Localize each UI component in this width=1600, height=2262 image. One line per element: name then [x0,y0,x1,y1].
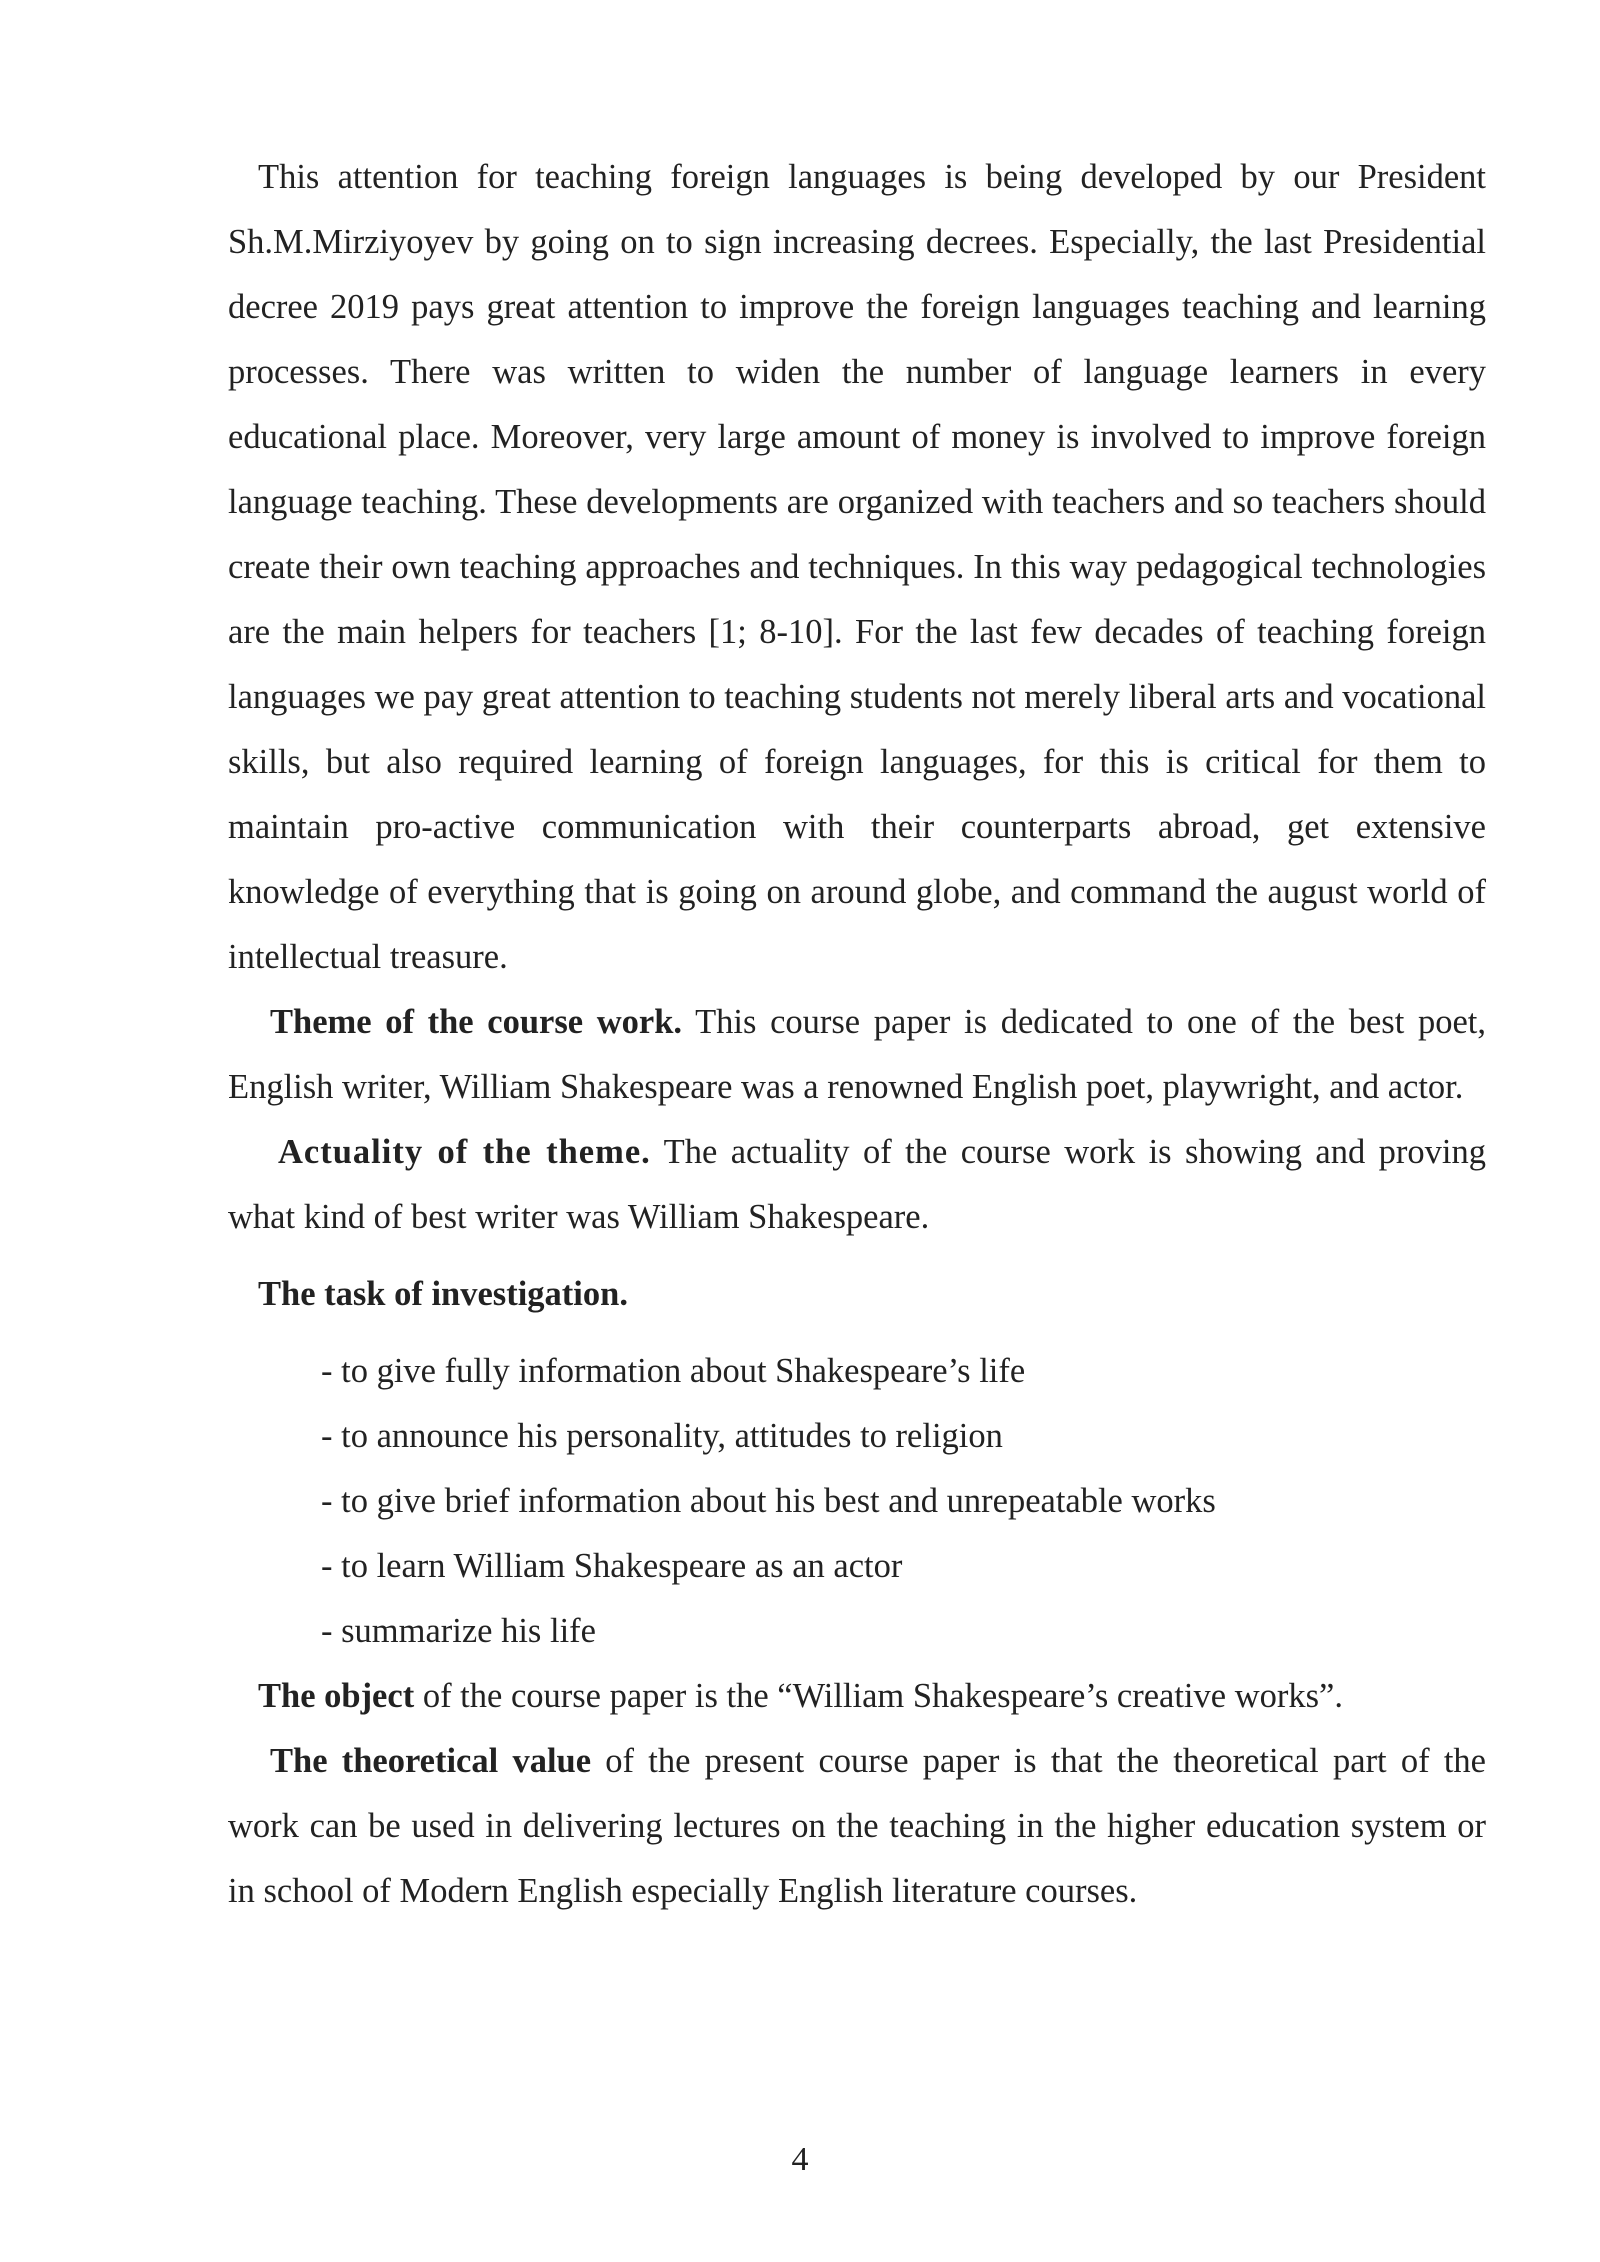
actuality-label: Actuality of the theme. [278,1133,651,1171]
actuality-paragraph [228,1120,1486,1250]
theme-text: This course paper is dedicated to one of the best poet, English writer, William Shakespeare was a renowned English poet, playwright, and actor. [228,1003,1486,1106]
object-paragraph [228,1664,1486,1729]
task-list [228,1339,1486,1664]
task-item: - to give brief information about his best and unrepeatable works [321,1482,1216,1520]
actuality-text: The actuality of the course work is showing and proving what kind of best writer was William Shakespeare. [228,1133,1486,1236]
object-text: of the course paper is the “William Shakespeare’s creative works”. [414,1677,1343,1715]
theoretical-label: The theoretical value [270,1742,592,1780]
intro-paragraph: This attention for teaching foreign languages is being developed by our President Sh.M.Mirziyoyev by going on to sign increasing decrees. Especially, the last Presidential decree 2019 pays great attention to improve the foreign languages teaching and learning processes. There was written to widen the number of language learners in every educational place. Moreover, very large amount of money is involved to improve foreign language teaching. These developments are organized with teachers and so teachers should create their own teaching approaches and techniques. In this way pedagogical technologies are the main helpers for teachers [1; 8-10]. For the last few decades of teaching foreign languages we pay great attention to teaching students not merely liberal arts and vocational skills, but also required learning of foreign languages, for this is critical for them to maintain pro-active communication with their counterparts abroad, get extensive knowledge of everything that is going on around globe, and command the august world of intellectual treasure. [228,158,1486,976]
theoretical-text: of the present course paper is that the theoretical part of the work can be used in delivering lectures on the teaching in the higher education system or in school of Modern English especially English literature courses. [228,1742,1486,1910]
theme-paragraph [228,990,1486,1120]
task-heading: The task of investigation. [258,1275,628,1313]
object-label: The object [258,1677,415,1715]
task-item: - to give fully information about Shakespeare’s life [321,1352,1026,1390]
theme-label: Theme of the course work. [270,1003,683,1041]
document-page [228,145,1486,1924]
page-number: 4 [791,2141,809,2178]
theoretical-paragraph [228,1729,1486,1924]
task-item: - to learn William Shakespeare as an actor [321,1547,903,1585]
task-item: - to announce his personality, attitudes to religion [321,1417,1003,1455]
task-item: - summarize his life [321,1612,596,1650]
